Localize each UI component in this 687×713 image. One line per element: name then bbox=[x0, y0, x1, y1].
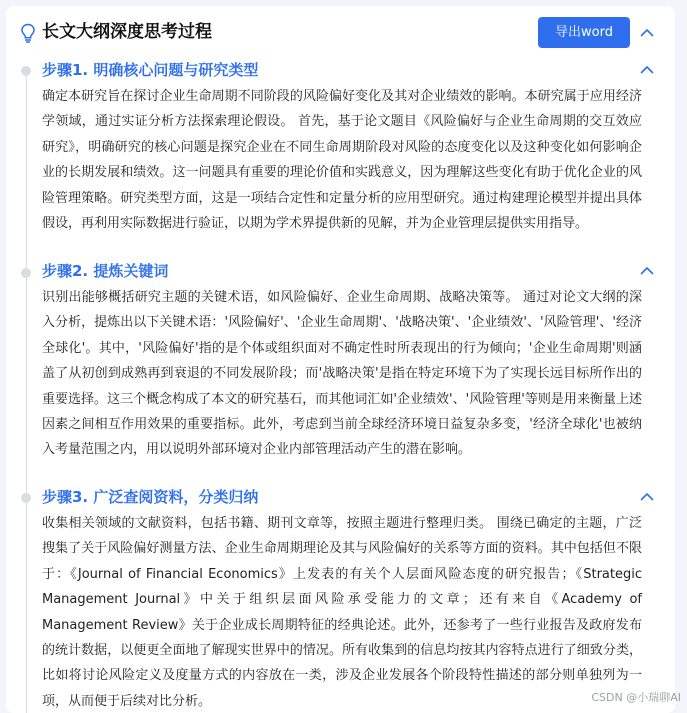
step-1-title: 步骤1. 明确核心问题与研究类型 bbox=[42, 61, 259, 79]
step-2-dot bbox=[21, 268, 31, 278]
lightbulb-icon bbox=[20, 23, 36, 43]
panel-title: 长文大纲深度思考过程 bbox=[42, 22, 212, 42]
step-3-dot bbox=[21, 493, 31, 503]
timeline-line bbox=[26, 76, 27, 713]
watermark: CSDN @小瑞聊AI bbox=[591, 691, 681, 704]
step-3-title: 步骤3. 广泛查阅资料，分类归纳 bbox=[42, 488, 259, 506]
outline-panel bbox=[6, 6, 675, 713]
panel-header bbox=[6, 6, 675, 58]
step-2-body: 识别出能够概括研究主题的关键术语，如风险偏好、企业生命周期、战略决策等。 通过对论文大纲的深入分析，提炼出以下关键术语：'风险偏好'、'企业生命周期'、'战略决策'、'企业绩效'、'风险管理'、'经济全球化'。其中，'风险偏好'指的是个体或组织面对不确定性时所表现出的行为倾向；'企业生命周期'则涵盖了从初创到成熟再到衰退的不同发展阶段；而'战略决策'是指在特定环境下为了实现长远目标所作出的重要选择。这三个概念构成了本文的研究基石，而其他词汇如'企业绩效'、'风险管理'等则是用来衡量上述因素之间相互作用效果的重要指标。此外，考虑到当前全球经济环境日益复杂多变，'经济全球化'也被纳入考量范围之内，用以说明外部环境对企业内部管理活动产生的潜在影响。 bbox=[42, 290, 642, 458]
step-3-collapse-icon[interactable] bbox=[640, 492, 654, 501]
step-1-dot bbox=[21, 66, 31, 76]
export-word-button[interactable]: 导出word bbox=[538, 17, 630, 48]
step-1-body: 确定本研究旨在探讨企业生命周期不同阶段的风险偏好变化及其对企业绩效的影响。本研究属于应用经济学领域，通过实证分析方法探索理论假设。 首先，基于论文题目《风险偏好与企业生命周期的交互效应研究》，明确研究的核心问题是探究企业在不同生命周期阶段对风险的态度变化以及这种变化如何影响企业的长期发展和绩效。这一问题具有重要的理论价值和实践意义，因为理解这些变化有助于优化企业的风险管理策略。研究类型方面，这是一项结合定性和定量分析的应用型研究。通过构建理论模型并提出具体假设，再利用实际数据进行验证，以期为学术界提供新的见解，并为企业管理层提供实用指导。 bbox=[42, 89, 642, 232]
chevron-up-icon[interactable] bbox=[640, 28, 654, 37]
step-2-collapse-icon[interactable] bbox=[640, 266, 654, 275]
step-3-body: 收集相关领域的文献资料，包括书籍、期刊文章等，按照主题进行整理归类。 围绕已确定的主题，广泛搜集了关于风险偏好测量方法、企业生命周期理论及其与风险偏好的关系等方面的资料。其中包括但不限于：《Journal of Financial Economics》上发表的有关个人层面风险态度的研究报告；《Strategic Management Journal》中关于组织层面风险承受能力的文章；还有来自《Academy of Management Review》关于企业成长周期特征的经典论述。此外，还参考了一些行业报告及政府发布的统计数据，以便更全面地了解现实世界中的情况。所有收集到的信息均按其内容特点进行了细致分类，比如将讨论风险定义及度量方式的内容放在一类，涉及企业发展各个阶段特性描述的部分则单独列为一项，从而便于后续对比分析。 bbox=[42, 516, 642, 709]
step-1-collapse-icon[interactable] bbox=[640, 65, 654, 74]
step-2-title: 步骤2. 提炼关键词 bbox=[42, 262, 169, 280]
